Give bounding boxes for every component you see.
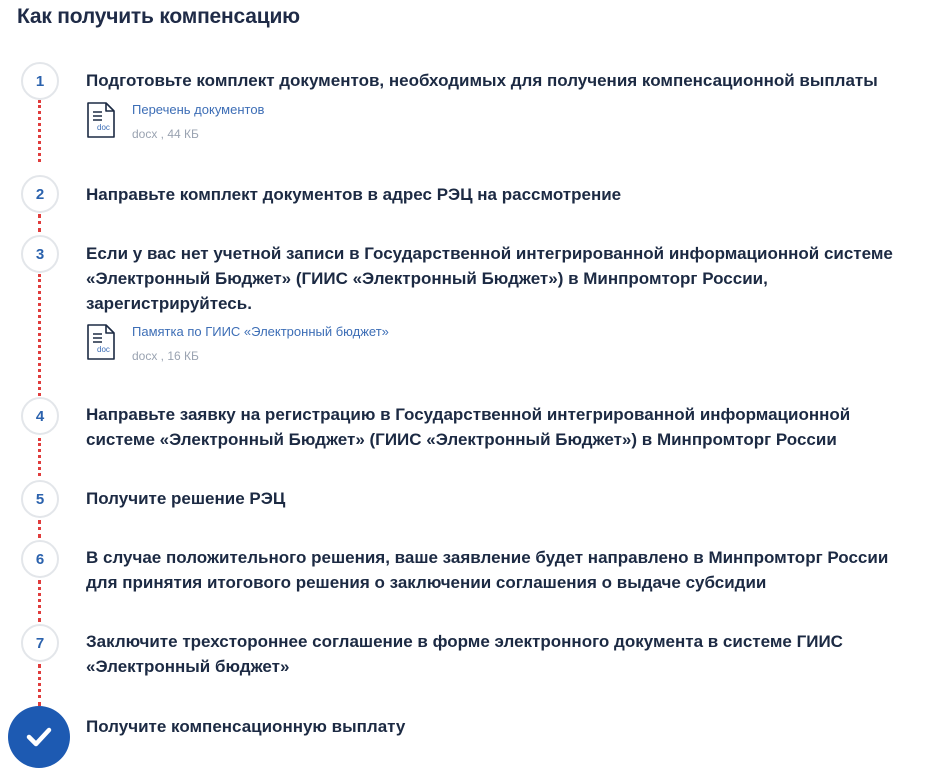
step-text: Получите компенсационную выплату bbox=[86, 717, 406, 736]
step-number-circle bbox=[21, 397, 59, 435]
step-number-circle bbox=[21, 540, 59, 578]
timeline-connector bbox=[38, 664, 41, 706]
step-number-circle bbox=[21, 480, 59, 518]
step-number-circle bbox=[21, 175, 59, 213]
step-number: 1 bbox=[35, 72, 45, 90]
step-text: Направьте комплект документов в адрес РЭЦ на рассмотрение bbox=[86, 185, 622, 204]
step-number: 5 bbox=[35, 490, 45, 508]
document-icon bbox=[86, 102, 116, 138]
step-text: Получите решение РЭЦ bbox=[86, 489, 286, 508]
document-attachment bbox=[86, 102, 386, 146]
timeline-connector bbox=[38, 580, 41, 622]
step-text: Если у вас нет учетной записи в Государственной интегрированной информационной системе «Электронный Бюджет» (ГИИС «Электронный Бюджет») в Минпромторг России, зарегистрируйтесь. bbox=[86, 244, 893, 313]
timeline-connector bbox=[38, 214, 41, 232]
checkmark-icon bbox=[23, 721, 55, 753]
document-attachment bbox=[86, 324, 486, 368]
step-text: Заключите трехстороннее соглашение в форме электронного документа в системе ГИИС «Электронный бюджет» bbox=[86, 632, 843, 676]
document-meta: docx , 16 КБ bbox=[132, 349, 199, 363]
document-link[interactable]: Перечень документов bbox=[132, 102, 265, 117]
final-step-circle bbox=[8, 706, 70, 768]
step-number: 7 bbox=[35, 634, 45, 652]
step-number: 4 bbox=[35, 407, 45, 425]
step-number: 6 bbox=[35, 550, 45, 568]
step-number-circle bbox=[21, 62, 59, 100]
step-number-circle bbox=[21, 235, 59, 273]
timeline-connector bbox=[38, 438, 41, 476]
step-text: В случае положительного решения, ваше заявление будет направлено в Минпромторг России для принятия итогового решения о заключении соглашения о выдаче субсидии bbox=[86, 548, 889, 592]
document-icon bbox=[86, 324, 116, 360]
timeline-connector bbox=[38, 100, 41, 162]
step-number: 2 bbox=[35, 185, 45, 203]
step-number-circle bbox=[21, 624, 59, 662]
document-icon-label: doc bbox=[97, 123, 110, 132]
document-icon-label: doc bbox=[97, 345, 110, 354]
step-number: 3 bbox=[35, 245, 45, 263]
document-link[interactable]: Памятка по ГИИС «Электронный бюджет» bbox=[132, 324, 389, 339]
step-text: Направьте заявку на регистрацию в Государственной интегрированной информационной системе «Электронный Бюджет» (ГИИС «Электронный Бюджет») в Минпромторг России bbox=[86, 405, 851, 449]
step-text: Подготовьте комплект документов, необходимых для получения компенсационной выплаты bbox=[86, 71, 878, 90]
timeline-connector bbox=[38, 274, 41, 396]
document-meta: docx , 44 КБ bbox=[132, 127, 199, 141]
page-title: Как получить компенсацию bbox=[17, 5, 300, 28]
timeline-connector bbox=[38, 520, 41, 538]
